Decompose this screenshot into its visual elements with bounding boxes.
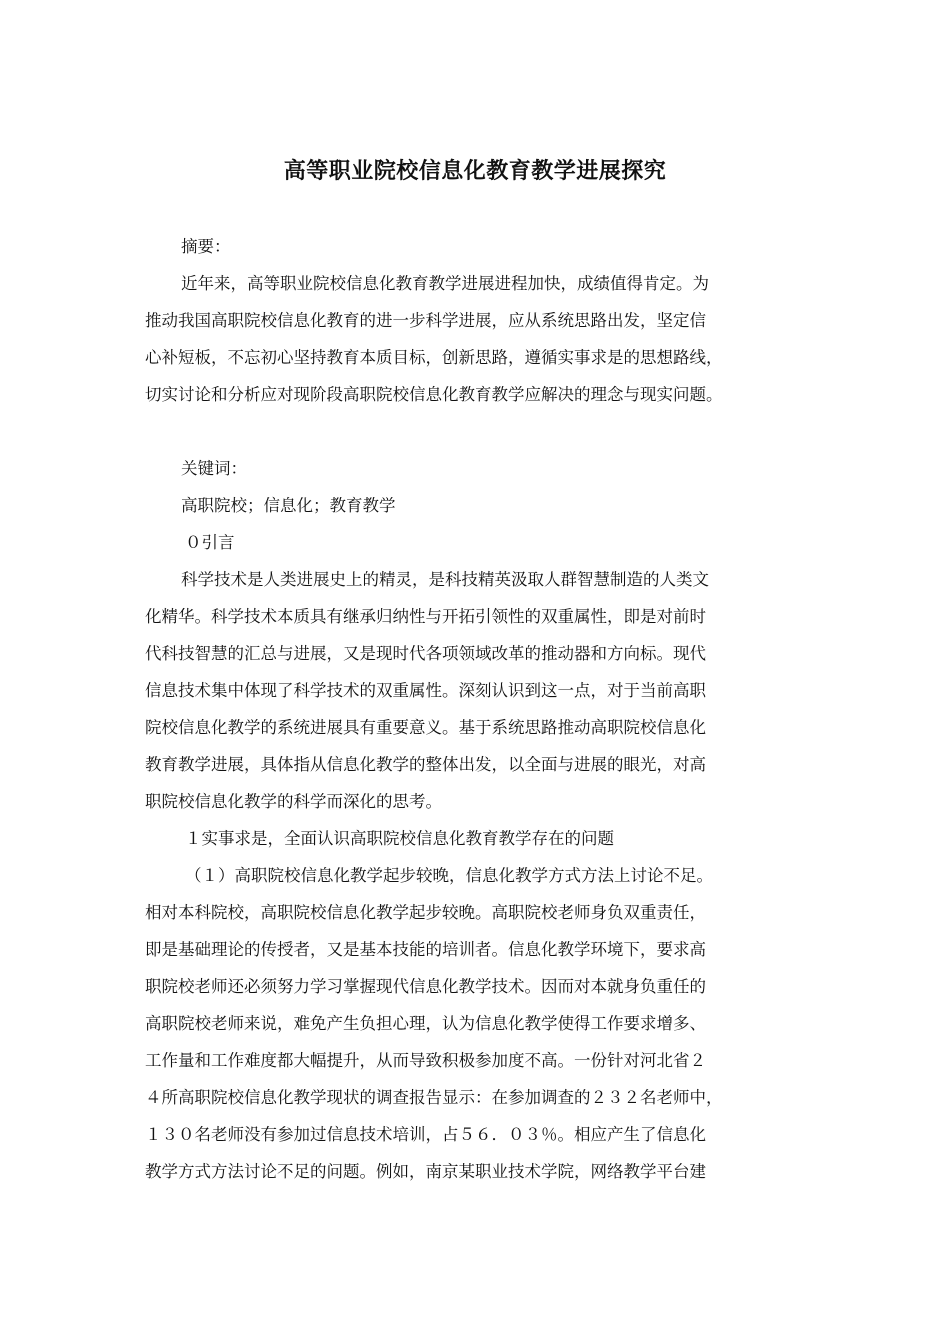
paragraph-line: 信息技术集中体现了科学技术的双重属性。深刻认识到这一点，对于当前高职 [145, 681, 706, 700]
paragraph-line: 教学方式方法讨论不足的问题。例如，南京某职业技术学院，网络教学平台建 [145, 1162, 706, 1181]
paragraph-line: 科学技术是人类进展史上的精灵，是科技精英汲取人群智慧制造的人类文 [181, 570, 709, 589]
abstract-line: 推动我国高职院校信息化教育的进一步科学进展，应从系统思路出发，坚定信 [145, 311, 706, 330]
abstract-line: 近年来，高等职业院校信息化教育教学进展进程加快，成绩值得肯定。为 [181, 274, 709, 293]
paragraph-line: 即是基础理论的传授者，又是基本技能的培训者。信息化教学环境下，要求高 [145, 940, 706, 959]
section-heading-introduction: ０引言 [185, 533, 235, 552]
paragraph-gap [145, 413, 810, 450]
paragraph-line: 相对本科院校，高职院校信息化教学起步较晚。高职院校老师身负双重责任， [145, 903, 706, 922]
keywords-label: 关键词： [181, 459, 247, 478]
paragraph-line: ４所高职院校信息化教学现状的调查报告显示：在参加调查的２３２名老师中， [145, 1088, 723, 1107]
section-heading-1: １实事求是，全面认识高职院校信息化教育教学存在的问题 [185, 829, 614, 848]
keywords-value: 高职院校；信息化；教育教学 [181, 496, 396, 515]
paragraph-line: 教育教学进展，具体指从信息化教学的整体出发，以全面与进展的眼光，对高 [145, 755, 706, 774]
paragraph-line: 院校信息化教学的系统进展具有重要意义。基于系统思路推动高职院校信息化 [145, 718, 706, 737]
document-title: 高等职业院校信息化教育教学进展探究 [283, 159, 667, 184]
paragraph-line: 高职院校老师来说，难免产生负担心理，认为信息化教学使得工作要求增多、 [145, 1014, 706, 1033]
abstract-line: 心补短板，不忘初心坚持教育本质目标，创新思路，遵循实事求是的思想路线， [145, 348, 723, 367]
document-body [145, 228, 810, 1190]
abstract-label: 摘要： [181, 237, 231, 256]
paragraph-line: 职院校老师还必须努力学习掌握现代信息化教学技术。因而对本就身负重任的 [145, 977, 706, 996]
paragraph-line: 工作量和工作难度都大幅提升，从而导致积极参加度不高。一份针对河北省２ [145, 1051, 706, 1070]
paragraph-line: 职院校信息化教学的科学而深化的思考。 [145, 792, 442, 811]
paragraph-line: 化精华。科学技术本质具有继承归纳性与开拓引领性的双重属性，即是对前时 [145, 607, 706, 626]
abstract-line: 切实讨论和分析应对现阶段高职院校信息化教育教学应解决的理念与现实问题。 [145, 385, 723, 404]
paragraph-line: （１）高职院校信息化教学起步较晚，信息化教学方式方法上讨论不足。 [185, 866, 713, 885]
paragraph-line: １３０名老师没有参加过信息技术培训，占５６．０３％。相应产生了信息化 [145, 1125, 706, 1144]
paragraph-line: 代科技智慧的汇总与进展，又是现时代各项领域改革的推动器和方向标。现代 [145, 644, 706, 663]
